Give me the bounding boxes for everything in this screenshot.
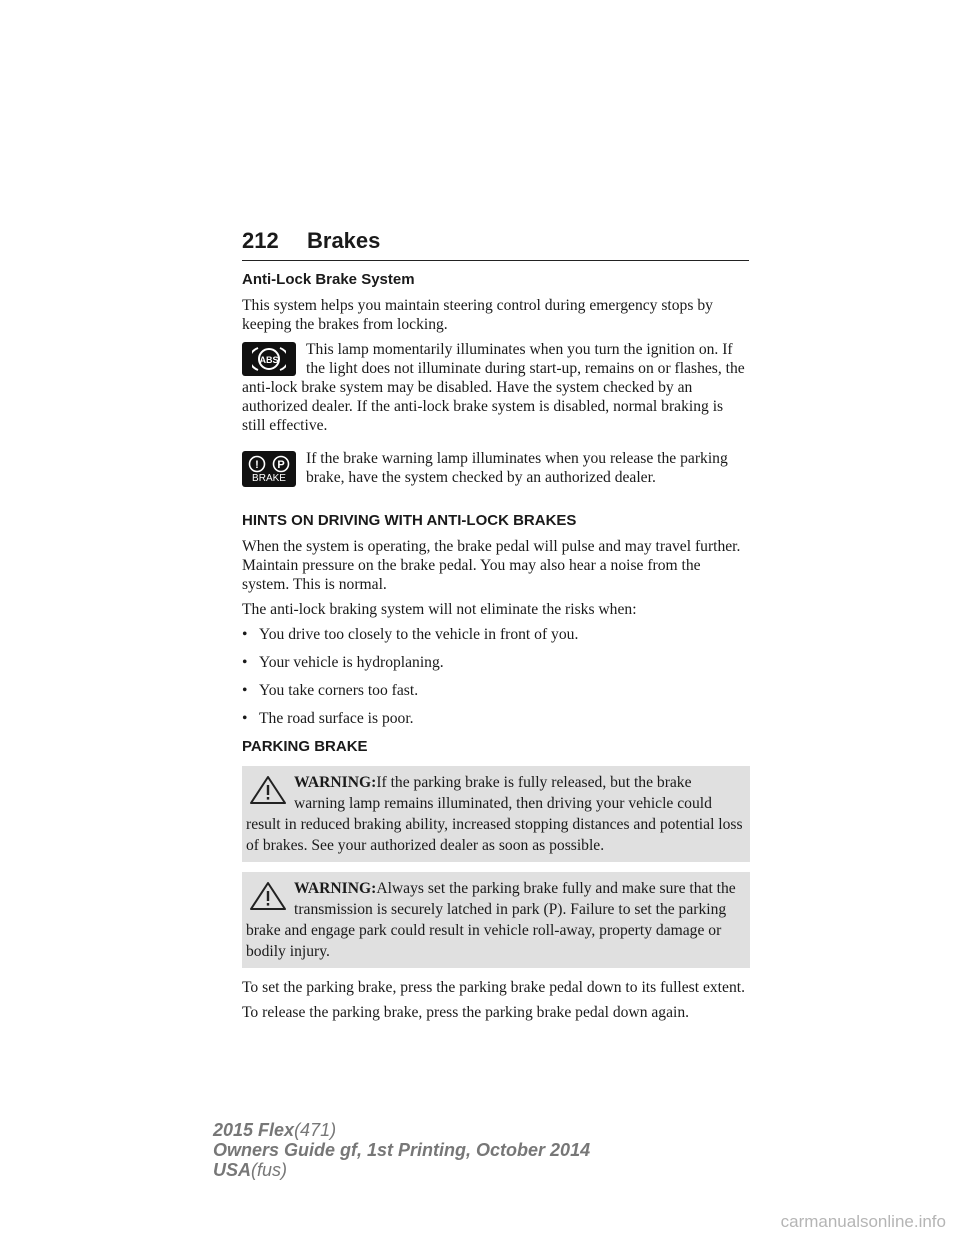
hints-para-1: When the system is operating, the brake pedal will pulse and may travel further. Maintain pressure on the brake pedal. You may also hear a noise from the system. This is normal.	[242, 538, 741, 593]
warning-2-text: Always set the parking brake fully and make sure that the transmission is securely latched in park (P). Failure to set the parking brake and engage park could result in vehicle roll-away, property damage or bodily injury.	[246, 880, 736, 960]
exclamation-circle-icon	[247, 455, 267, 473]
warning-triangle-icon	[248, 880, 288, 912]
brake-lamp-block	[242, 449, 750, 493]
parking-p-circle-icon	[271, 455, 291, 473]
list-item: • You take corners too fast.	[242, 681, 750, 700]
watermark: carmanualsonline.info	[780, 1212, 946, 1231]
abs-lamp-block	[242, 340, 750, 441]
brake-icon-label: BRAKE	[252, 472, 286, 484]
svg-text:P: P	[277, 458, 285, 471]
page-content	[242, 270, 750, 1028]
warning-1-label: WARNING:	[294, 774, 377, 791]
warning-1-text: If the parking brake is fully released, but the brake warning lamp remains illuminated, then driving your vehicle could result in reduced braking ability, increased stopping distances and potential loss of brakes. See your authorized dealer as soon as possible.	[246, 774, 743, 854]
warning-box-1	[242, 766, 750, 862]
hints-heading: HINTS ON DRIVING WITH ANTI-LOCK BRAKES	[242, 512, 577, 529]
abs-icon-label: ABS	[259, 355, 279, 365]
section-title: Brakes	[307, 228, 381, 253]
list-item: • The road surface is poor.	[242, 709, 750, 728]
parking-heading: PARKING BRAKE	[242, 738, 368, 755]
abs-heading: Anti-Lock Brake System	[242, 271, 415, 288]
list-item: • Your vehicle is hydroplaning.	[242, 653, 750, 672]
abs-lamp-text: This lamp momentarily illuminates when you turn the ignition on. If the light does not illuminate during start-up, remains on or flashes, the anti-lock brake system may be disabled. Have the system checked by an authorized dealer. If the anti-lock brake system is disabled, normal braking is still effective.	[242, 341, 745, 434]
hints-list	[242, 625, 750, 728]
release-parking-brake-text: To release the parking brake, press the parking brake pedal down again.	[242, 1004, 690, 1021]
page-header	[242, 228, 749, 261]
brake-lamp-text: If the brake warning lamp illuminates when you release the parking brake, have the system checked by an authorized dealer.	[306, 450, 728, 486]
svg-text:!: !	[255, 458, 259, 471]
warning-2-label: WARNING:	[294, 880, 377, 897]
brake-warning-lamp-icon	[242, 451, 296, 487]
abs-warning-lamp-icon	[242, 342, 296, 376]
footer-model: 2015 Flex	[213, 1120, 295, 1140]
hints-para-2: The anti-lock braking system will not eliminate the risks when:	[242, 601, 637, 618]
page-footer	[213, 1120, 590, 1180]
footer-market: USA	[213, 1160, 252, 1180]
warning-triangle-icon	[248, 774, 288, 806]
abs-intro: This system helps you maintain steering control during emergency stops by keeping the brakes from locking.	[242, 297, 713, 333]
set-parking-brake-text: To set the parking brake, press the parking brake pedal down to its fullest extent.	[242, 979, 745, 996]
warning-box-2	[242, 872, 750, 968]
footer-model-code: (471)	[294, 1120, 337, 1140]
footer-guide-info: Owners Guide gf, 1st Printing, October 2014	[213, 1140, 591, 1160]
list-item: • You drive too closely to the vehicle in front of you.	[242, 625, 750, 644]
page-number: 212	[242, 228, 279, 253]
footer-market-code: (fus)	[251, 1160, 288, 1180]
